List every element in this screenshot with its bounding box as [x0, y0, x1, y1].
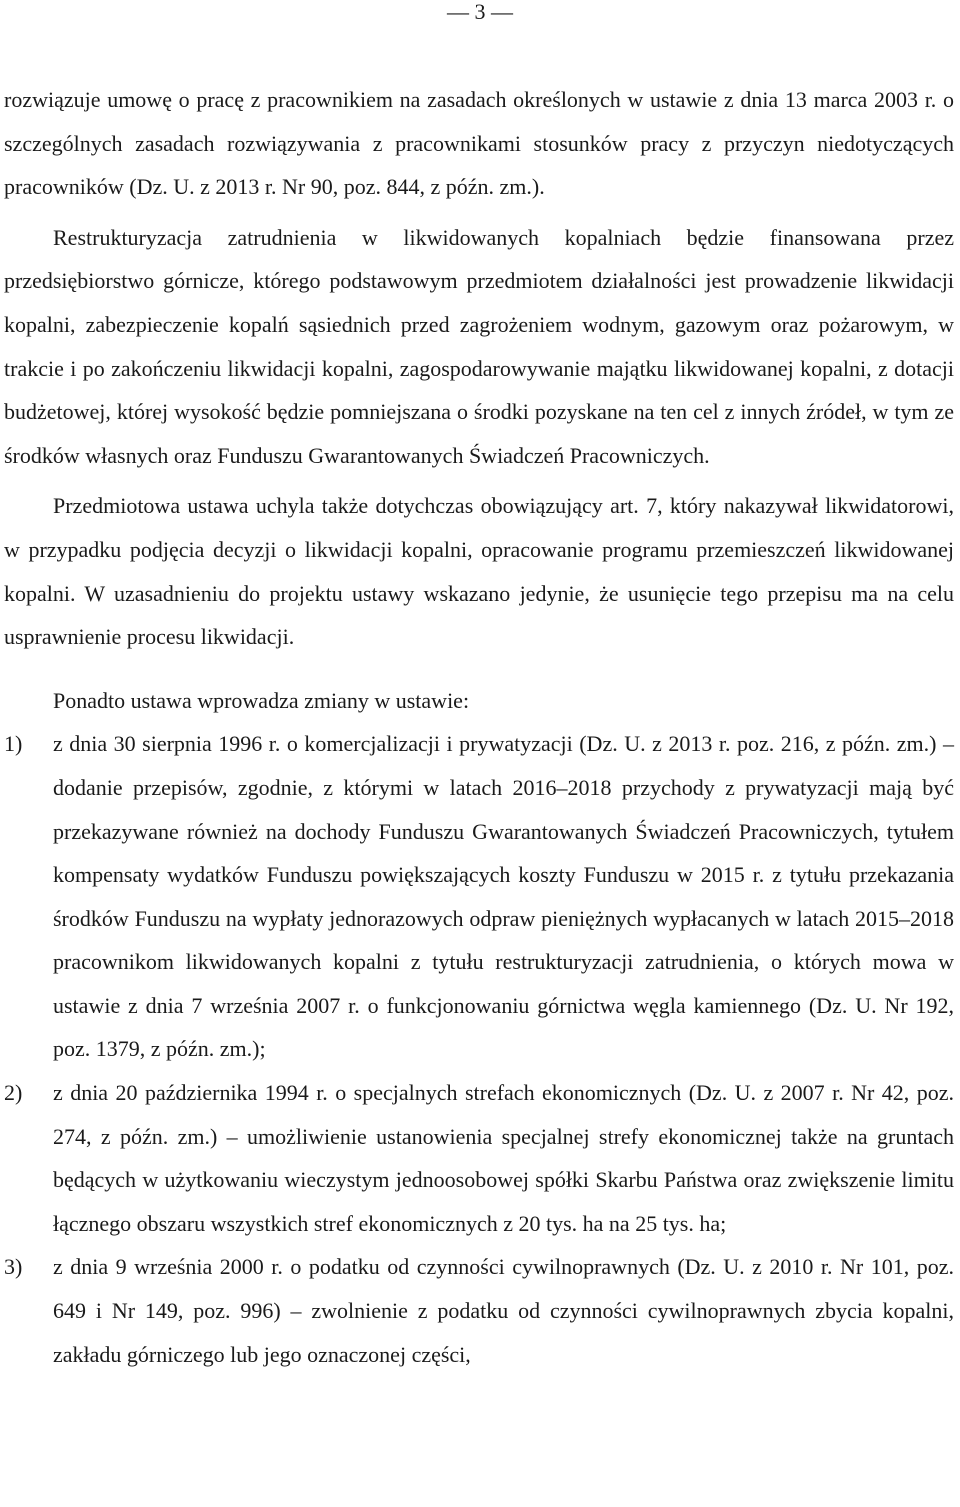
paragraph-restructuring: Restrukturyzacja zatrudnienia w likwidowanych kopalniach będzie finansowana przez przedsiębiorstwo górnicze, którego podstawowym przedmiotem działalności jest prowadzenie likwidacji kopalni, zabezpieczenie kopalń sąsiednich przed zagrożeniem wodnym, gazowym oraz pożarowym, w trakcie i po zakończeniu likwidacji kopalni, zagospodarowywanie majątku likwidowanej kopalni, z dotacji budżetowej, której wysokość będzie pomniejszana o środki pozyskane na ten cel z innych źródeł, w tym ze środków własnych oraz Funduszu Gwarantowanych Świadczeń Pracowniczych.: [4, 224, 954, 468]
list-item: [4, 722, 954, 1071]
list-item-text: z dnia 20 października 1994 r. o specjalnych strefach ekonomicznych (Dz. U. z 2007 r. Nr 42, poz. 274, z późn. zm.) – umożliwienie ustanowienia specjalnej strefy ekonomicznej także na gruntach będących w użytkowaniu wieczystym jednoosobowej spółki Skarbu Państwa oraz zwiększenie limitu łącznego obszaru wszystkich stref ekonomicznych z 20 tys. ha na 25 tys. ha;: [53, 1080, 954, 1236]
document-body: [4, 78, 954, 1376]
list-item-text: z dnia 30 sierpnia 1996 r. o komercjalizacji i prywatyzacji (Dz. U. z 2013 r. poz. 216, z późn. zm.) – dodanie przepisów, zgodnie, z którymi w latach 2016–2018 przychody z prywatyzacji mają być przekazywane również na dochody Funduszu Gwarantowanych Świadczeń Pracowniczych, tytułem kompensaty wydatków Funduszu powiększających koszty Funduszu w 2015 r. z tytułu przekazania środków Funduszu na wypłaty jednorazowych odpraw pieniężnych wypłacanych w latach 2015–2018 pracownikom likwidowanych kopalni z tytułu restrukturyzacji zatrudnienia, o których mowa w ustawie z dnia 7 września 2007 r. o funkcjonowaniu górnictwa węgla kamiennego (Dz. U. Nr 192, poz. 1379, z późn. zm.);: [53, 731, 954, 1062]
page-number: — 3 —: [447, 0, 513, 24]
paragraph-repeal: Przedmiotowa ustawa uchyla także dotychczas obowiązujący art. 7, który nakazywał likwidatorowi, w przypadku podjęcia decyzji o likwidacji kopalni, opracowanie programu przemieszczeń likwidowanej kopalni. W uzasadnieniu do projektu ustawy wskazano jedynie, że usunięcie tego przepisu ma na celu usprawnienie procesu likwidacji.: [4, 493, 954, 650]
list-item: [4, 1071, 954, 1245]
list-item: [4, 1245, 954, 1376]
amendments-list: [4, 722, 954, 1376]
list-item-number: 3): [4, 1254, 23, 1280]
list-item-number: 1): [4, 731, 23, 757]
list-item-text: z dnia 9 września 2000 r. o podatku od czynności cywilnoprawnych (Dz. U. z 2010 r. Nr 101, poz. 649 i Nr 149, poz. 996) – zwolnienie z podatku od czynności cywilnoprawnych zbycia kopalni, zakładu górniczego lub jego oznaczonej części,: [53, 1254, 954, 1367]
paragraph-amendments-intro: Ponadto ustawa wprowadza zmiany w ustawie:: [53, 687, 470, 713]
list-item-number: 2): [4, 1080, 23, 1106]
paragraph-continuation: rozwiązuje umowę o pracę z pracownikiem na zasadach określonych w ustawie z dnia 13 marca 2003 r. o szczególnych zasadach rozwiązywania z pracownikami stosunków pracy z przyczyn niedotyczących pracowników (Dz. U. z 2013 r. Nr 90, poz. 844, z późn. zm.).: [4, 87, 954, 200]
